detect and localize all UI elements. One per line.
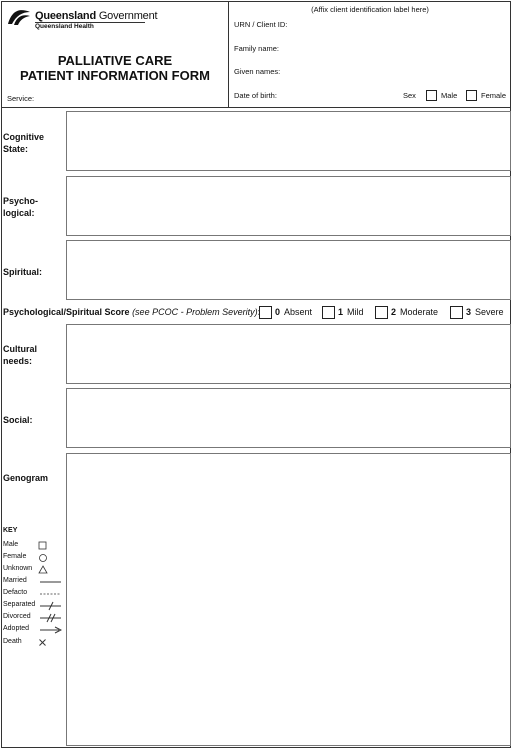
dob-label: Date of birth: (234, 91, 277, 100)
key-unknown-label: Unknown (3, 565, 33, 572)
brand-sub: Queensland Health (35, 23, 94, 30)
service-label: Service: (7, 94, 35, 103)
social-label: Social: (3, 415, 33, 425)
divorced-line-icon (40, 613, 62, 623)
genogram-label: Genogram (3, 473, 49, 483)
defacto-dashed-icon (40, 589, 62, 599)
key-female-label: Female (3, 553, 27, 560)
score-label: Psychological/Spiritual Score (see PCOC - Problem Severity) (3, 307, 258, 317)
score-3-checkbox[interactable] (450, 306, 463, 319)
key-male-label: Male (3, 541, 19, 548)
score-1-option: 1 Mild (338, 307, 364, 317)
spiritual-label: Spiritual: (3, 267, 43, 277)
queensland-crest-icon (6, 6, 32, 28)
family-name-label: Family name: (234, 44, 280, 53)
key-married-label: Married (3, 577, 27, 584)
social-field[interactable] (66, 388, 511, 448)
sex-male-checkbox[interactable] (426, 90, 437, 101)
sex-female-checkbox[interactable] (466, 90, 477, 101)
key-divorced-label: Divorced (3, 613, 31, 620)
urn-label: URN / Client ID: (234, 20, 288, 29)
score-2-checkbox[interactable] (375, 306, 388, 319)
sex-male-label: Male (441, 91, 458, 100)
psychological-field[interactable] (66, 176, 511, 236)
spiritual-field[interactable] (66, 240, 511, 300)
affix-note: (Affix client identification label here) (311, 5, 429, 14)
form-title-line1: PALLIATIVE CARE (57, 53, 173, 68)
score-1-checkbox[interactable] (322, 306, 335, 319)
married-line-icon (40, 577, 62, 587)
separated-line-icon (40, 601, 62, 611)
key-adopted-label: Adopted (3, 625, 30, 632)
client-id-panel (229, 1, 511, 108)
unknown-triangle-icon (38, 565, 48, 575)
key-defacto-label: Defacto (3, 589, 28, 596)
cultural-label: Cultural needs: (3, 344, 38, 366)
sex-label: Sex (403, 91, 416, 100)
form-title-line2: PATIENT INFORMATION FORM (20, 68, 210, 83)
psychological-label: Psycho- logical: (3, 196, 39, 218)
cognitive-label: Cognitive State: (3, 132, 45, 154)
key-death-label: Death (3, 638, 22, 645)
cognitive-field[interactable] (66, 111, 511, 171)
key-separated-label: Separated (3, 601, 36, 608)
score-0-option: 0 Absent (275, 307, 313, 317)
brand-name: Queensland Government (35, 10, 158, 22)
score-3-option: 3 Severe (466, 307, 504, 317)
score-0-checkbox[interactable] (259, 306, 272, 319)
given-names-label: Given names: (234, 67, 281, 76)
male-square-icon (38, 541, 48, 551)
cultural-field[interactable] (66, 324, 511, 384)
key-title: KEY (3, 527, 18, 534)
female-circle-icon (38, 553, 48, 563)
death-cross-icon (38, 638, 48, 648)
genogram-field[interactable] (66, 453, 511, 746)
score-2-option: 2 Moderate (391, 307, 439, 317)
header-title-panel (1, 1, 229, 108)
adopted-arrow-icon (40, 625, 62, 635)
sex-female-label: Female (481, 91, 507, 100)
